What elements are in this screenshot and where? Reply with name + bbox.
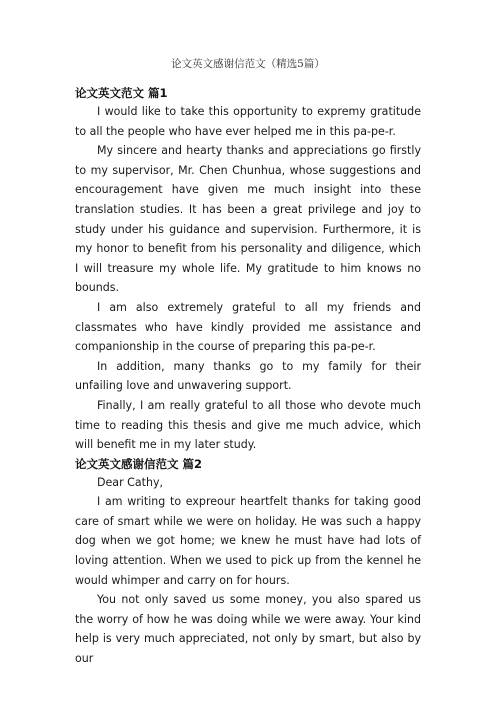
paragraph: You not only saved us some money, you also spared us the worry of how he was doing while we were away. Your kind help is very much appreciated, not only by smart, but also by our (75, 593, 421, 666)
paragraph: I am writing to expreour heartfelt thanks for taking good care of smart while we were on holiday. He was such a happy dog when we got home; we knew he must have had lots of loving attention. When we used to pick up from the kennel he would whimper and carry on for hours. (75, 495, 421, 587)
document-title: 论文英文感谢信范文（精选5篇） (171, 58, 325, 70)
paragraph: My sincere and hearty thanks and appreciations go firstly to my supervisor, Mr. Chen Chunhua, whose suggestions and encouragement have given me much insight into these translation studies. It has been a great privilege and joy to study under his guidance and supervision. Furthermore, it is my honor to benefit from his personality and diligence, which I will treasure my whole life. My gratitude to him knows no bounds. (75, 144, 421, 295)
paragraph: In addition, many thanks go to my family for their unfailing love and unwavering support. (75, 359, 421, 393)
paragraph: I would like to take this opportunity to expremy gratitude to all the people who have ever helped me in this pa-pe-r. (75, 105, 421, 138)
paragraph: I am also extremely grateful to all my friends and classmates who have kindly provided me assistance and companionship in the course of preparing this pa-pe-r. (75, 300, 421, 354)
letter-salutation: Dear Cathy, (97, 475, 163, 489)
section-heading-2: 论文英文感谢信范文 篇2 (75, 456, 203, 471)
paragraph: Finally, I am really grateful to all those who devote much time to reading this thesis and give me much advice, which will benefit me in my later study. (75, 398, 421, 452)
section-heading-1: 论文英文范文 篇1 (75, 86, 168, 100)
document-body (75, 84, 421, 669)
